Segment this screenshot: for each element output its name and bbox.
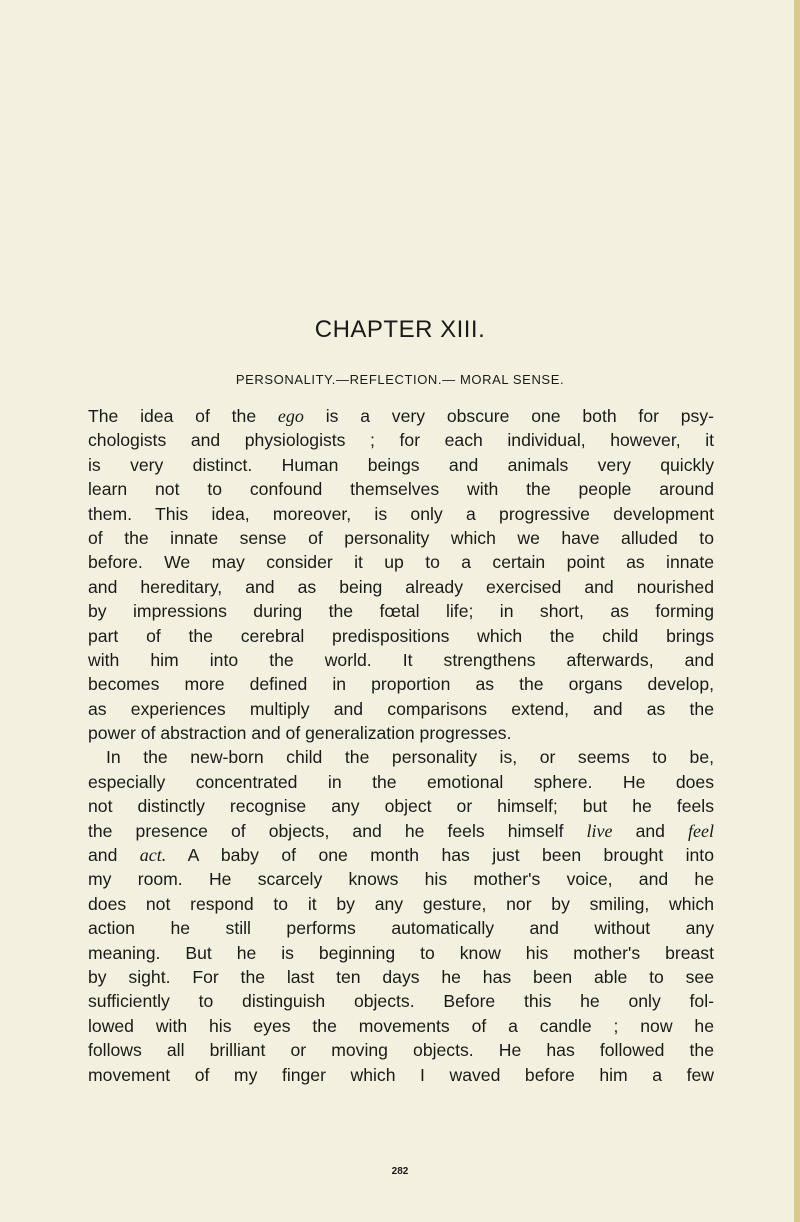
text-line: power of abstraction and of generalization progresses. <box>88 723 512 744</box>
text-line: by impressions during the fœtal life; in short, as forming <box>88 601 714 622</box>
text-line: lowed with his eyes the movements of a candle ; now he <box>88 1015 714 1036</box>
text-line: does not respond to it by any gesture, nor by smiling, which <box>88 893 714 914</box>
text-line: not distinctly recognise any object or himself; but he feels <box>88 796 714 817</box>
text-line: follows all brilliant or moving objects. He has followed the <box>88 1040 714 1061</box>
text-line: as experiences multiply and comparisons extend, and as the <box>88 698 714 719</box>
body-text <box>88 404 714 1087</box>
text-line: them. This idea, moreover, is only a progressive development <box>88 503 714 524</box>
text-line: before. We may consider it up to a certain point as innate <box>88 552 714 573</box>
text-line: and act. A baby of one month has just been brought into <box>88 845 714 866</box>
text-line: by sight. For the last ten days he has been able to see <box>88 966 714 987</box>
text-line: sufficiently to distinguish objects. Before this he only fol- <box>88 991 714 1012</box>
text-line: is very distinct. Human beings and animals very quickly <box>88 454 714 475</box>
text-line: especially concentrated in the emotional sphere. He does <box>88 771 714 792</box>
text-line: my room. He scarcely knows his mother's voice, and he <box>88 869 714 890</box>
text-line: In the new-born child the personality is, or seems to be, <box>106 747 714 768</box>
chapter-subtitle: PERSONALITY.—REFLECTION.— MORAL SENSE. <box>235 372 565 387</box>
text-line: movement of my finger which I waved before him a few <box>88 1064 714 1085</box>
chapter-title: CHAPTER XIII. <box>314 316 486 343</box>
page-edge <box>794 0 800 1222</box>
text-line: of the innate sense of personality which we have alluded to <box>88 527 714 548</box>
text-line: action he still performs automatically and without any <box>88 918 714 939</box>
text-line: learn not to confound themselves with the people around <box>88 479 714 500</box>
text-line: and hereditary, and as being already exercised and nourished <box>88 576 714 597</box>
text-line: becomes more defined in proportion as the organs develop, <box>88 674 714 695</box>
text-line: the presence of objects, and he feels himself live and feel <box>88 820 714 841</box>
text-line: chologists and physiologists ; for each individual, however, it <box>88 430 714 451</box>
text-line: part of the cerebral predispositions which the child brings <box>88 625 714 646</box>
text-line: with him into the world. It strengthens afterwards, and <box>88 649 714 670</box>
page-number: 282 <box>391 1166 409 1177</box>
text-line: The idea of the ego is a very obscure one both for psy- <box>88 406 715 426</box>
text-line: meaning. But he is beginning to know his mother's breast <box>88 942 714 963</box>
